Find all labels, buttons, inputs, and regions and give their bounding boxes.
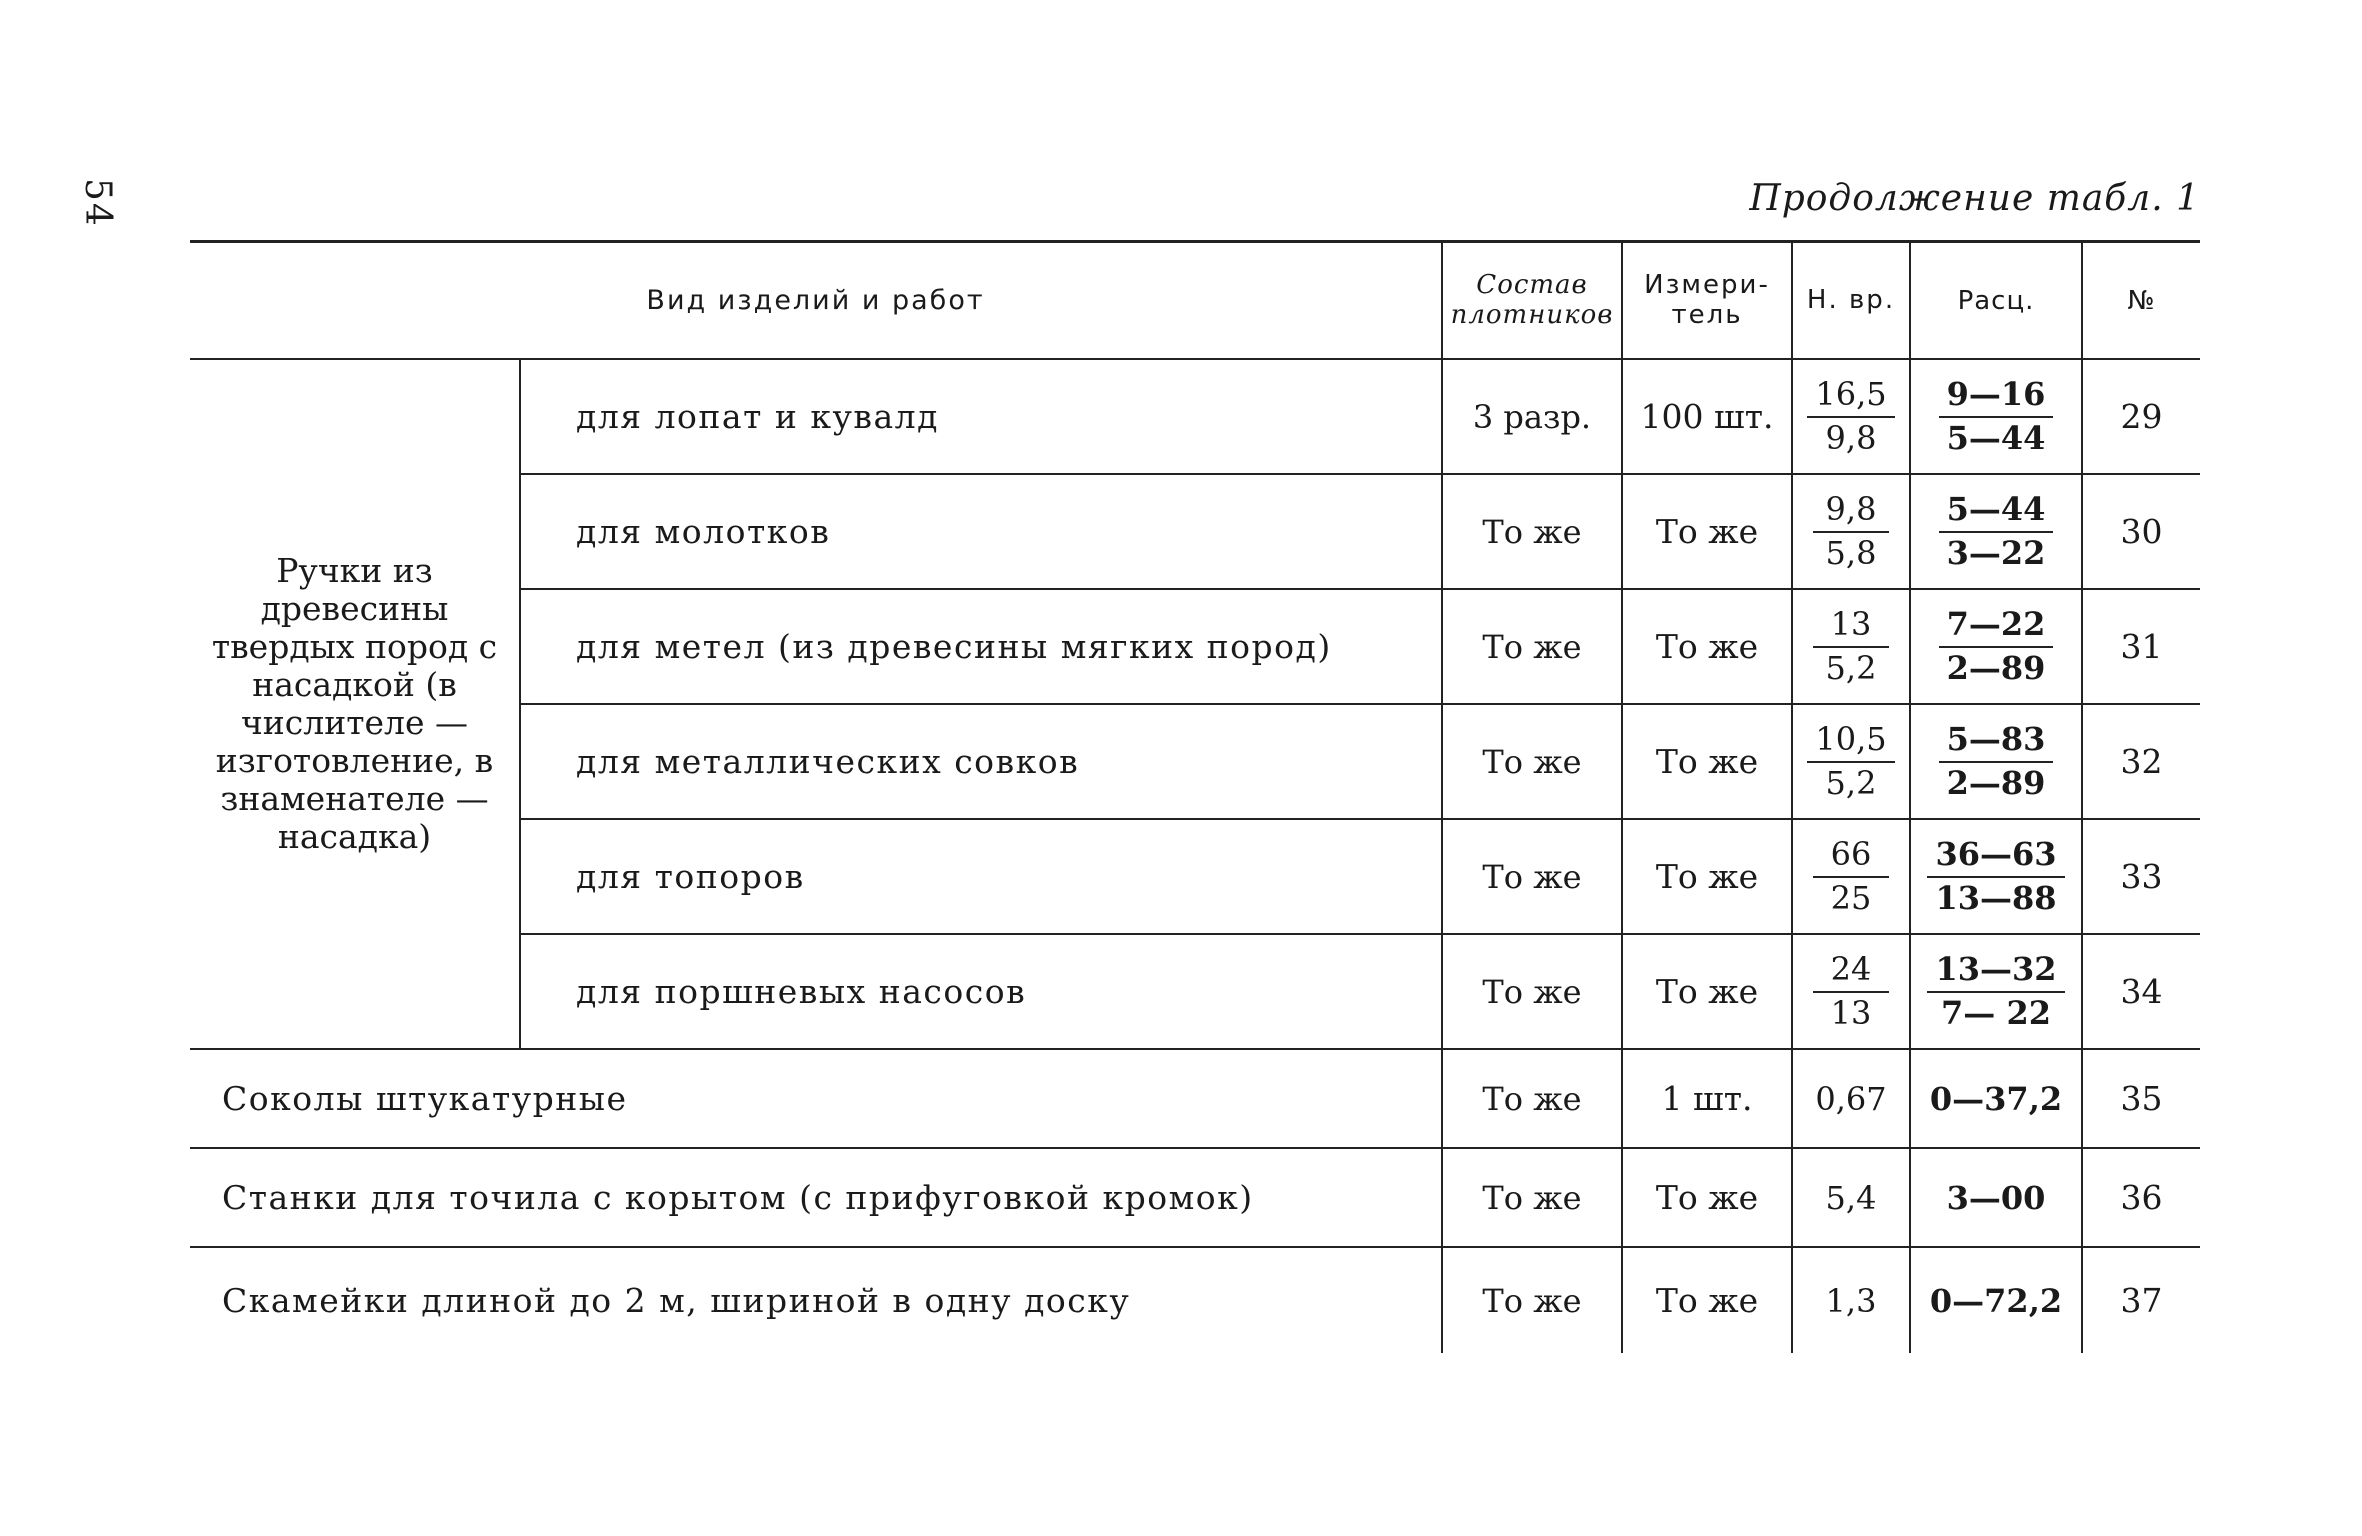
rate-value: 0—72,2 <box>1929 1281 2063 1320</box>
row-desc: для поршневых насосов <box>520 934 1442 1049</box>
row-rate <box>1910 474 2082 589</box>
row-desc: для метел (из древесины мягких пород) <box>520 589 1442 704</box>
row-unit: То же <box>1622 589 1792 704</box>
row-rate <box>1910 1049 2082 1148</box>
row-num: 32 <box>2082 704 2200 819</box>
row-unit: То же <box>1622 934 1792 1049</box>
time-denominator: 25 <box>1830 878 1872 917</box>
row-rate <box>1910 704 2082 819</box>
rate-denominator: 5—44 <box>1946 418 2046 457</box>
time-numerator: 13 <box>1813 608 1889 648</box>
page-number: 54 <box>77 178 118 228</box>
header-unit: Измери-тель <box>1622 242 1792 360</box>
row-time <box>1792 819 1910 934</box>
rate-numerator: 9—16 <box>1939 378 2054 418</box>
row-crew: То же <box>1442 819 1622 934</box>
header-rate: Расц. <box>1910 242 2082 360</box>
row-time <box>1792 359 1910 474</box>
row-time <box>1792 1148 1910 1247</box>
row-rate <box>1910 589 2082 704</box>
time-numerator: 9,8 <box>1813 493 1889 533</box>
norms-table <box>190 240 2200 1353</box>
time-value: 5,4 <box>1825 1178 1877 1217</box>
row-rate <box>1910 1148 2082 1247</box>
row-num: 31 <box>2082 589 2200 704</box>
header-work: Вид изделий и работ <box>190 242 1442 360</box>
time-denominator: 5,2 <box>1825 648 1877 687</box>
row-num: 36 <box>2082 1148 2200 1247</box>
time-value: 0,67 <box>1815 1079 1887 1118</box>
row-crew: 3 разр. <box>1442 359 1622 474</box>
row-desc: Скамейки длиной до 2 м, шириной в одну доску <box>190 1247 1442 1353</box>
row-unit: То же <box>1622 704 1792 819</box>
time-numerator: 10,5 <box>1807 723 1894 763</box>
row-unit: То же <box>1622 1148 1792 1247</box>
row-time <box>1792 1247 1910 1353</box>
row-rate <box>1910 934 2082 1049</box>
row-desc: для лопат и кувалд <box>520 359 1442 474</box>
rate-denominator: 2—89 <box>1946 648 2046 687</box>
row-num: 33 <box>2082 819 2200 934</box>
header-row <box>190 242 2200 360</box>
row-crew: То же <box>1442 1247 1622 1353</box>
time-denominator: 9,8 <box>1825 418 1877 457</box>
time-numerator: 24 <box>1813 953 1889 993</box>
table-row <box>190 359 2200 474</box>
row-rate <box>1910 359 2082 474</box>
row-crew: То же <box>1442 589 1622 704</box>
time-value: 1,3 <box>1825 1281 1877 1320</box>
group-label: Ручки из древесины твердых пород с насадкой (в числителе — изготовление, в знаменателе — насадка) <box>190 359 520 1049</box>
row-unit: То же <box>1622 819 1792 934</box>
row-unit: 1 шт. <box>1622 1049 1792 1148</box>
header-time: Н. вр. <box>1792 242 1910 360</box>
time-denominator: 13 <box>1830 993 1872 1032</box>
header-crew: Состав плотников <box>1442 242 1622 360</box>
rate-value: 3—00 <box>1946 1178 2046 1217</box>
rate-value: 0—37,2 <box>1929 1079 2063 1118</box>
table-row <box>190 1148 2200 1247</box>
rate-denominator: 7— 22 <box>1941 993 2051 1032</box>
rate-numerator: 13—32 <box>1927 953 2064 993</box>
row-desc: для топоров <box>520 819 1442 934</box>
time-numerator: 66 <box>1813 838 1889 878</box>
row-num: 37 <box>2082 1247 2200 1353</box>
row-crew: То же <box>1442 1049 1622 1148</box>
row-unit: 100 шт. <box>1622 359 1792 474</box>
row-time <box>1792 704 1910 819</box>
row-desc: Соколы штукатурные <box>190 1049 1442 1148</box>
rate-numerator: 36—63 <box>1927 838 2064 878</box>
row-rate <box>1910 1247 2082 1353</box>
row-desc: для металлических совков <box>520 704 1442 819</box>
row-desc: для молотков <box>520 474 1442 589</box>
row-time <box>1792 934 1910 1049</box>
row-unit: То же <box>1622 1247 1792 1353</box>
row-crew: То же <box>1442 474 1622 589</box>
row-num: 29 <box>2082 359 2200 474</box>
row-num: 35 <box>2082 1049 2200 1148</box>
row-desc: Станки для точила с корытом (с прифуговкой кромок) <box>190 1148 1442 1247</box>
time-denominator: 5,8 <box>1825 533 1877 572</box>
row-unit: То же <box>1622 474 1792 589</box>
row-crew: То же <box>1442 1148 1622 1247</box>
time-denominator: 5,2 <box>1825 763 1877 802</box>
row-time <box>1792 1049 1910 1148</box>
rate-denominator: 13—88 <box>1935 878 2057 917</box>
rate-numerator: 5—83 <box>1939 723 2054 763</box>
table-row <box>190 1247 2200 1353</box>
table-row <box>190 1049 2200 1148</box>
table-continuation-caption: Продолжение табл. 1 <box>1749 178 2200 219</box>
row-crew: То же <box>1442 704 1622 819</box>
row-crew: То же <box>1442 934 1622 1049</box>
rate-numerator: 7—22 <box>1939 608 2054 648</box>
row-time <box>1792 474 1910 589</box>
row-time <box>1792 589 1910 704</box>
time-numerator: 16,5 <box>1807 378 1894 418</box>
rate-numerator: 5—44 <box>1939 493 2054 533</box>
row-rate <box>1910 819 2082 934</box>
row-num: 34 <box>2082 934 2200 1049</box>
rate-denominator: 2—89 <box>1946 763 2046 802</box>
rate-denominator: 3—22 <box>1946 533 2046 572</box>
header-num: № <box>2082 242 2200 360</box>
row-num: 30 <box>2082 474 2200 589</box>
